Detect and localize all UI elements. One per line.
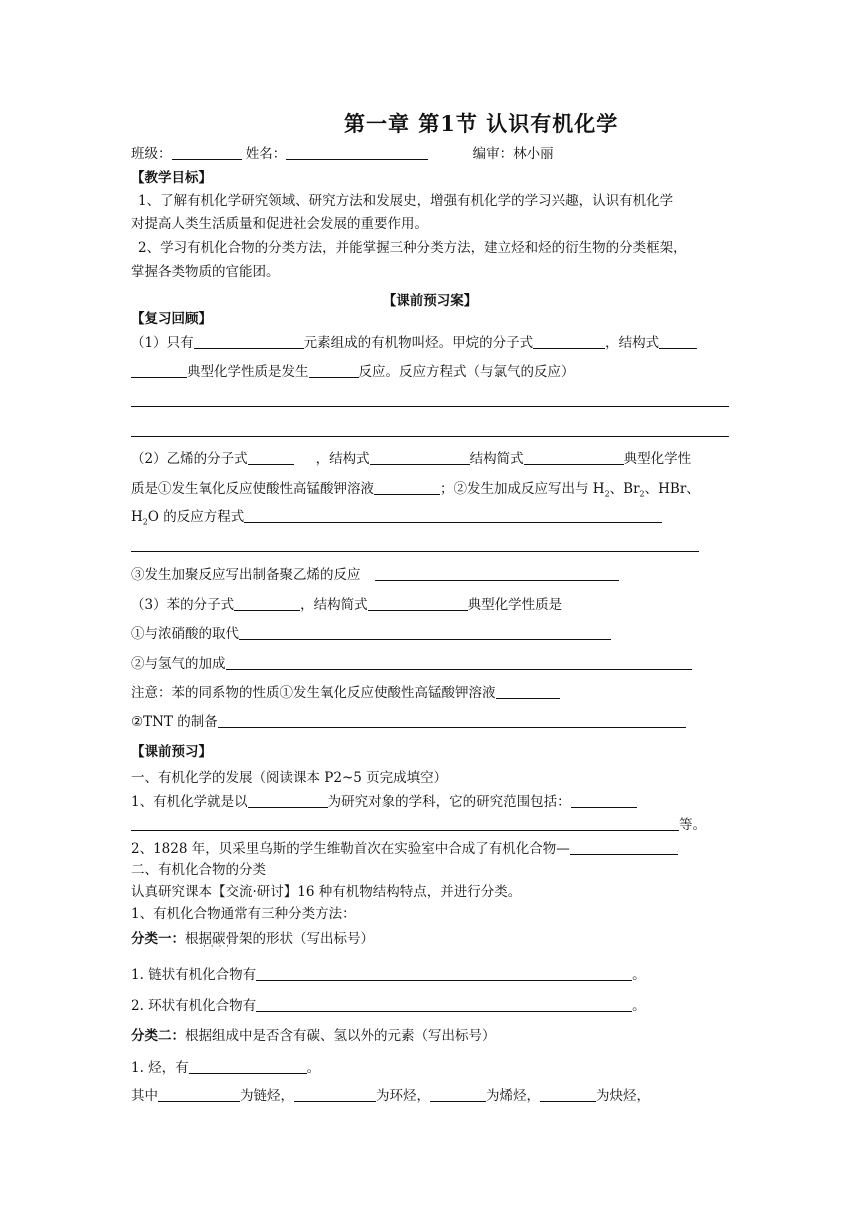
goal-2b: 掌握各类物质的官能团。 [131, 264, 280, 280]
classify-1: 分类一：根据碳骨架的形状（写出标号） · · · · [131, 933, 374, 947]
preview-title: 【课前预习案】 [382, 293, 478, 309]
section-2-intro: 认真研究课本【交流·研讨】16 种有机物结构特点，并进行分类。 [131, 884, 522, 900]
goal-1b: 对提高人类生活质量和促进社会发展的重要作用。 [131, 216, 428, 232]
blank[interactable] [239, 638, 611, 640]
answer-line[interactable] [131, 436, 729, 437]
blank[interactable] [294, 1100, 376, 1102]
review-heading: 【复习回顾】 [131, 311, 212, 327]
blank[interactable] [374, 493, 440, 495]
review-q3-line5: ②TNT 的制备 [131, 716, 686, 730]
review-q3-line2: ①与浓硝酸的取代 [131, 628, 611, 642]
section-1-title: 一、有机化学的发展（阅读课本 P2~5 页完成填空） [131, 770, 448, 786]
blank[interactable] [430, 1100, 486, 1102]
blank[interactable] [256, 979, 632, 981]
page-title: 第一章 第1节 认识有机化学 [344, 111, 619, 136]
blank[interactable] [370, 463, 470, 465]
blank[interactable] [131, 376, 187, 378]
answer-line[interactable] [131, 406, 729, 407]
blank[interactable] [309, 376, 359, 378]
classify-1-item2: 2. 环状有机化合物有 。 [131, 998, 646, 1014]
classify-1-item1: 1. 链状有机化合物有 。 [131, 967, 646, 983]
name-label: 姓名： [245, 146, 287, 162]
blank[interactable] [248, 463, 294, 465]
name-blank[interactable] [286, 158, 428, 160]
blank[interactable] [570, 853, 678, 855]
blank[interactable] [158, 1100, 240, 1102]
review-q3-line3: ②与氢气的加成 [131, 658, 692, 672]
blank[interactable] [659, 347, 697, 349]
blank[interactable] [244, 521, 662, 523]
review-q3-line1: （3）苯的分子式 ，结构简式 典型化学性质是 [131, 597, 563, 613]
review-q2-line4: ③发生加聚反应写出制备聚乙烯的反应 [131, 569, 619, 583]
pre-p2: 2、1828 年，贝采里乌斯的学生维勒首次在实验室中合成了有机化合物— [131, 843, 678, 857]
blank[interactable] [194, 347, 304, 349]
blank[interactable] [256, 1010, 632, 1012]
review-q2-line3: $H_2O$ 的反应方程式 [131, 511, 662, 527]
blank[interactable] [234, 609, 300, 611]
blank[interactable] [131, 829, 679, 831]
review-q3-line4: 注意：苯的同系物的性质①发生氧化反应使酸性高锰酸钾溶液 [131, 687, 560, 701]
blank[interactable] [524, 463, 624, 465]
class-label: 班级： [131, 146, 172, 162]
review-q2-line1: （2）乙烯的分子式 ，结构式 结构简式 典型化学性 [131, 451, 692, 467]
blank[interactable] [533, 347, 605, 349]
editor-label: 编审：林小丽 [472, 146, 554, 162]
class-blank[interactable] [172, 158, 242, 160]
goal-2a: 2、学习有机化合物的分类方法，并能掌握三种分类方法，建立烃和烃的衍生物的分类框架， [138, 240, 687, 256]
blank[interactable] [218, 726, 686, 728]
section-2-title: 二、有机化合物的分类 [131, 862, 266, 878]
blank[interactable] [540, 1100, 596, 1102]
classify-2-item1: 1. 烃，有 。 [131, 1060, 321, 1076]
blank[interactable] [571, 806, 637, 808]
review-q1-line2: 典型化学性质是发生 反应。反应方程式（与氯气的反应） [131, 366, 575, 380]
blank[interactable] [368, 609, 468, 611]
goal-1a: 1、了解有机化学研究领域、研究方法和发展史，增强有机化学的学习兴趣，认识有机化学 [138, 193, 674, 209]
goals-heading: 【教学目标】 [131, 170, 212, 186]
answer-line[interactable] [131, 551, 699, 552]
blank[interactable] [226, 668, 692, 670]
pre-p1-line2: 等。 [131, 819, 706, 833]
blank[interactable] [189, 1072, 307, 1074]
review-q2-line2: 质是①发生氧化反应使酸性高锰酸钾溶液 ；②发生加成反应写出与 $H_2$、$Br_2$、HBr、 [131, 481, 700, 499]
classify-2-item2: 其中 为链烃， 为环烃， 为烯烃， 为炔烃， [131, 1088, 650, 1104]
header-line [131, 148, 554, 162]
classify-2: 分类二：根据组成中是否含有碳、氢以外的元素（写出标号） [131, 1028, 496, 1044]
section-2-1: 1、有机化合物通常有三种分类方法： [131, 906, 356, 922]
blank[interactable] [248, 806, 328, 808]
blank[interactable] [496, 697, 560, 699]
pre-heading: 【课前预习】 [131, 744, 212, 760]
review-q1-line1: （1）只有 元素组成的有机物叫烃。甲烷的分子式 ，结构式 [131, 337, 697, 351]
pre-p1-line1: 1、有机化学就是以 为研究对象的学科，它的研究范围包括： [131, 796, 637, 810]
blank[interactable] [375, 579, 619, 581]
